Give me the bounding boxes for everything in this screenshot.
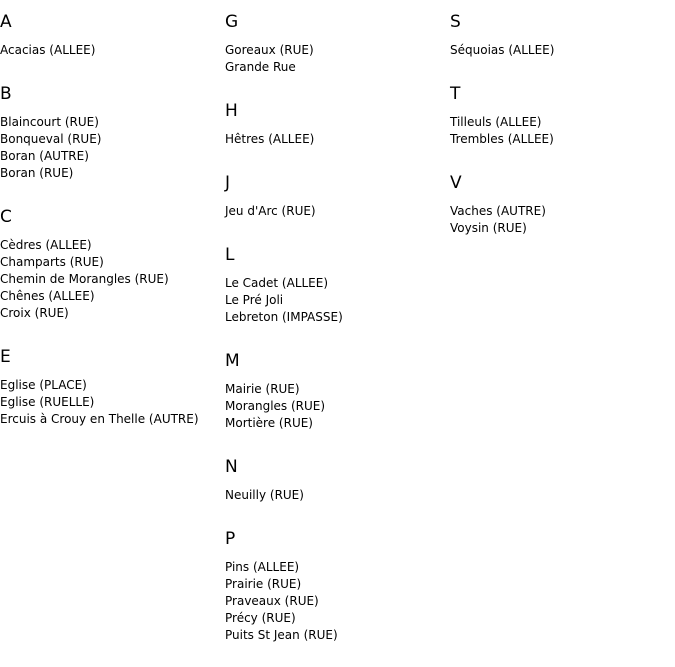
- letter-section-c: [0, 205, 225, 322]
- street-item[interactable]: Boran (AUTRE): [0, 149, 89, 163]
- letter-heading: A: [0, 12, 12, 32]
- street-item[interactable]: Précy (RUE): [225, 611, 296, 625]
- letter-section-h: [225, 99, 450, 148]
- letter-section-b: [0, 82, 225, 182]
- letter-heading: B: [0, 84, 12, 104]
- street-item[interactable]: Goreaux (RUE): [225, 43, 314, 57]
- street-item[interactable]: Jeu d'Arc (RUE): [225, 204, 316, 218]
- letter-section-j: [225, 171, 450, 220]
- street-index-column-3: [450, 10, 675, 260]
- letter-heading: H: [225, 101, 238, 121]
- letter-heading: G: [225, 12, 239, 32]
- letter-heading: S: [450, 12, 461, 32]
- letter-section-g: [225, 10, 450, 76]
- street-item[interactable]: Pins (ALLEE): [225, 560, 300, 574]
- letter-section-t: [450, 82, 675, 148]
- street-index-column-2: [225, 10, 450, 667]
- street-item[interactable]: Mortière (RUE): [225, 416, 313, 430]
- street-item[interactable]: Bonqueval (RUE): [0, 132, 102, 146]
- street-item[interactable]: Neuilly (RUE): [225, 488, 304, 502]
- street-item[interactable]: Mairie (RUE): [225, 382, 300, 396]
- street-item[interactable]: Hêtres (ALLEE): [225, 132, 315, 146]
- street-item[interactable]: Séquoias (ALLEE): [450, 43, 555, 57]
- street-item[interactable]: Morangles (RUE): [225, 399, 326, 413]
- letter-section-m: [225, 349, 450, 432]
- street-item[interactable]: Praveaux (RUE): [225, 594, 319, 608]
- street-item[interactable]: Le Pré Joli: [225, 293, 284, 307]
- street-item[interactable]: Tilleuls (ALLEE): [450, 115, 542, 129]
- street-index-column-1: [0, 10, 225, 451]
- street-item[interactable]: Chênes (ALLEE): [0, 289, 95, 303]
- street-item[interactable]: Chemin de Morangles (RUE): [0, 272, 169, 286]
- letter-section-s: [450, 10, 675, 59]
- street-item[interactable]: Voysin (RUE): [450, 221, 527, 235]
- street-item[interactable]: Trembles (ALLEE): [450, 132, 554, 146]
- street-item[interactable]: Boran (RUE): [0, 166, 74, 180]
- letter-section-n: [225, 455, 450, 504]
- letter-heading: E: [0, 347, 11, 367]
- letter-section-v: [450, 171, 675, 237]
- letter-heading: T: [450, 84, 461, 104]
- street-item[interactable]: Eglise (PLACE): [0, 378, 87, 392]
- letter-heading: J: [225, 173, 231, 193]
- street-item[interactable]: Puits St Jean (RUE): [225, 628, 338, 642]
- letter-heading: P: [225, 529, 236, 549]
- letter-heading: V: [450, 173, 462, 193]
- street-item[interactable]: Prairie (RUE): [225, 577, 302, 591]
- street-item[interactable]: Blaincourt (RUE): [0, 115, 99, 129]
- street-item[interactable]: Lebreton (IMPASSE): [225, 310, 343, 324]
- street-item[interactable]: Ercuis à Crouy en Thelle (AUTRE): [0, 412, 199, 426]
- letter-section-e: [0, 345, 225, 428]
- letter-section-l: [225, 243, 450, 326]
- street-item[interactable]: Grande Rue: [225, 60, 296, 74]
- street-item[interactable]: Eglise (RUELLE): [0, 395, 95, 409]
- letter-heading: L: [225, 245, 235, 265]
- letter-heading: M: [225, 351, 240, 371]
- street-item[interactable]: Vaches (AUTRE): [450, 204, 546, 218]
- letter-heading: C: [0, 207, 12, 227]
- street-item[interactable]: Acacias (ALLEE): [0, 43, 96, 57]
- street-item[interactable]: Champarts (RUE): [0, 255, 104, 269]
- street-item[interactable]: Cèdres (ALLEE): [0, 238, 92, 252]
- letter-heading: N: [225, 457, 238, 477]
- street-item[interactable]: Croix (RUE): [0, 306, 69, 320]
- letter-section-a: [0, 10, 225, 59]
- street-item[interactable]: Le Cadet (ALLEE): [225, 276, 329, 290]
- letter-section-p: [225, 527, 450, 644]
